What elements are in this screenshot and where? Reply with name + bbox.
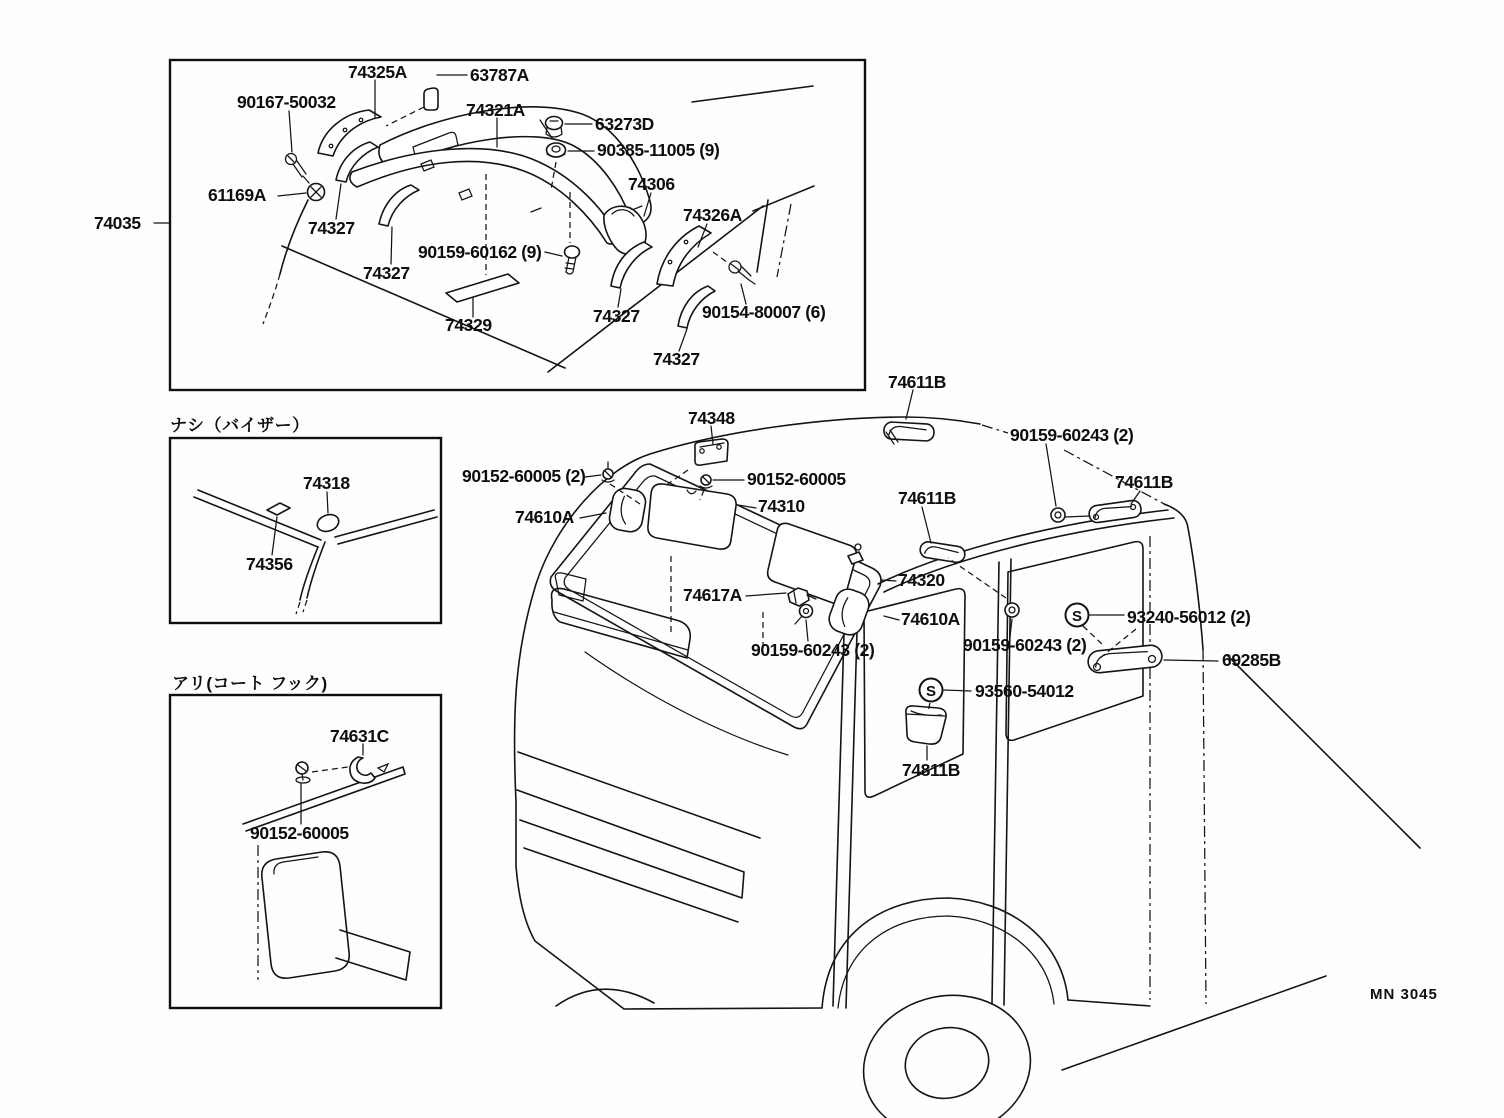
inset-title: アリ(コート フック) — [172, 674, 328, 693]
leader — [391, 227, 392, 264]
part-label-93240: 93240-56012 (2) — [1127, 607, 1251, 627]
visor-pivot-screw — [855, 544, 861, 550]
part-label-74321a: 74321A — [466, 100, 525, 120]
floor-line — [585, 652, 788, 755]
s-mark-93560-icon — [920, 679, 943, 702]
leader — [906, 390, 913, 419]
grommet-90159-topright-icon — [1051, 508, 1065, 522]
leader — [741, 284, 746, 304]
leader — [1065, 516, 1090, 517]
body-line — [777, 204, 791, 277]
part-label-74325a: 74325A — [348, 62, 407, 82]
ashtray-74811b-icon — [906, 706, 946, 744]
tire — [850, 980, 1043, 1118]
leader — [944, 690, 971, 691]
body-line — [753, 186, 814, 211]
part-label-74610a: 74610A — [515, 507, 574, 527]
screw-90167-icon — [286, 154, 310, 184]
leader-dashed — [713, 252, 728, 263]
clip-74356-icon — [267, 503, 290, 515]
leader — [272, 517, 277, 555]
inset-title: ナシ（バイザー） — [170, 416, 310, 435]
leader — [1164, 660, 1218, 661]
leader — [679, 329, 687, 351]
pillar-line — [300, 542, 325, 600]
corner-trim-74327 — [379, 185, 419, 226]
body-line — [263, 274, 280, 324]
plate-code: MN 3045 — [1370, 986, 1438, 1003]
leader — [545, 252, 562, 256]
front-wheel-arc — [556, 989, 654, 1006]
part-label-74327: 74327 — [653, 349, 700, 369]
roof-rail-line — [194, 490, 321, 547]
part-label-90154: 90154-80007 (6) — [702, 302, 826, 322]
leader — [327, 492, 328, 513]
leader — [884, 616, 899, 620]
coat-hook-icon — [350, 757, 388, 783]
part-label-74617a: 74617A — [683, 585, 742, 605]
pillar-line-dashed — [296, 600, 307, 614]
screw-90152-left-icon — [602, 462, 614, 482]
body-line — [280, 200, 308, 274]
part-label-74611b: 74611B — [888, 372, 946, 392]
leader — [806, 620, 808, 641]
part-label-74327: 74327 — [363, 263, 410, 283]
part-label-74356: 74356 — [246, 554, 293, 574]
part-label-74310: 74310 — [758, 496, 805, 516]
clip-63787a-icon — [424, 88, 438, 110]
screw-90152-mid-icon — [700, 475, 712, 488]
leader — [580, 513, 606, 518]
front-rail-molding — [350, 149, 618, 244]
part-label-90159-60162: 90159-60162 (9) — [418, 242, 542, 262]
bolt-90159-center-icon — [795, 605, 813, 625]
part-label-61169a: 61169A — [208, 185, 266, 205]
no-visor-inset — [170, 415, 441, 623]
body-line — [757, 200, 768, 272]
van-outline — [516, 802, 624, 1009]
part-label-63787a: 63787A — [470, 65, 529, 85]
s-letter: S — [925, 683, 937, 700]
part-label-74811b: 74811B — [902, 760, 960, 780]
wheel-hub — [899, 1020, 996, 1106]
s-mark-93240-icon — [1066, 604, 1089, 627]
part-label-74611b: 74611B — [898, 488, 956, 508]
part-label-74610a: 74610A — [901, 609, 960, 629]
body-line — [692, 86, 813, 102]
screw-90152-icon — [296, 762, 310, 783]
leader — [289, 111, 292, 152]
part-label-90385: 90385-11005 (9) — [597, 140, 720, 160]
bumper — [517, 790, 744, 922]
part-label-74348: 74348 — [688, 408, 735, 428]
assist-grip-69285b-icon — [1087, 644, 1163, 674]
leader-dashed — [312, 767, 348, 772]
body-line — [548, 206, 763, 372]
bolt-90159-60162-icon — [565, 246, 580, 274]
ground-line — [1062, 976, 1326, 1070]
part-label-74318: 74318 — [303, 473, 350, 493]
grommet-90159-right-icon — [1005, 603, 1019, 617]
assist-grip-74611b-top-icon — [884, 422, 935, 444]
grommet-61169a-icon — [308, 184, 325, 201]
part-label-90152: 90152-60005 — [250, 823, 349, 843]
door-gap — [992, 559, 1011, 1005]
body-line — [282, 246, 565, 368]
part-label-90159-60243: 90159-60243 (2) — [1010, 425, 1134, 445]
part-label-90167: 90167-50032 — [237, 92, 336, 112]
leader — [336, 184, 341, 219]
assist-grip-74611b-mid-icon — [919, 541, 966, 564]
van-rear-edge — [1203, 650, 1206, 1004]
part-label-74329: 74329 — [445, 315, 492, 335]
part-label-90152: 90152-60005 — [747, 469, 846, 489]
retainer-strip-74329 — [446, 274, 519, 302]
van-sill — [624, 1000, 1150, 1009]
front-crease — [518, 752, 760, 838]
inset-border — [170, 695, 441, 1008]
plug-74318-icon — [315, 512, 341, 535]
roof-rail-line — [335, 510, 437, 544]
part-label-93560: 93560-54012 — [975, 681, 1074, 701]
coat-hook-inset — [170, 674, 441, 1008]
part-label-74306: 74306 — [628, 174, 675, 194]
leader-dashed — [386, 107, 424, 126]
part-label-90159-60243: 90159-60243 (2) — [751, 640, 875, 660]
leader — [618, 289, 621, 307]
assist-grip-74611b-right-icon — [1088, 499, 1142, 523]
visor-holder-74348-icon — [695, 439, 728, 465]
part-label-74327: 74327 — [308, 218, 355, 238]
leader — [278, 193, 306, 196]
assist-grip-74610a-left-icon — [608, 487, 648, 534]
leader — [746, 593, 786, 596]
inset-border — [170, 438, 441, 623]
part-label-74320: 74320 — [898, 570, 945, 590]
screw-90154-icon — [729, 261, 755, 284]
van-outline — [1164, 504, 1203, 650]
part-label-90159-60243: 90159-60243 (2) — [963, 635, 1087, 655]
part-label-69285b: 69285B — [1222, 650, 1281, 670]
leader — [1046, 444, 1056, 506]
part-label-74631c: 74631C — [330, 726, 389, 746]
part-label-74611b: 74611B — [1115, 472, 1173, 492]
seat-detail — [274, 857, 318, 874]
part-label-74035: 74035 — [94, 213, 141, 233]
grommet-90385-icon — [547, 143, 566, 157]
leader — [922, 507, 931, 543]
headlining-inset — [94, 60, 865, 390]
part-label-90152-2: 90152-60005 (2) — [462, 466, 586, 486]
van-illustration — [462, 372, 1420, 1118]
body-line — [1228, 656, 1420, 848]
wheel-arch-inner — [838, 916, 1054, 1008]
part-label-74326a: 74326A — [683, 205, 742, 225]
leader — [585, 475, 601, 477]
part-label-63273d: 63273D — [595, 114, 654, 134]
part-label-74327: 74327 — [593, 306, 640, 326]
s-letter: S — [1071, 608, 1083, 625]
roof-rail-line — [243, 767, 405, 831]
seat-back — [262, 852, 349, 978]
